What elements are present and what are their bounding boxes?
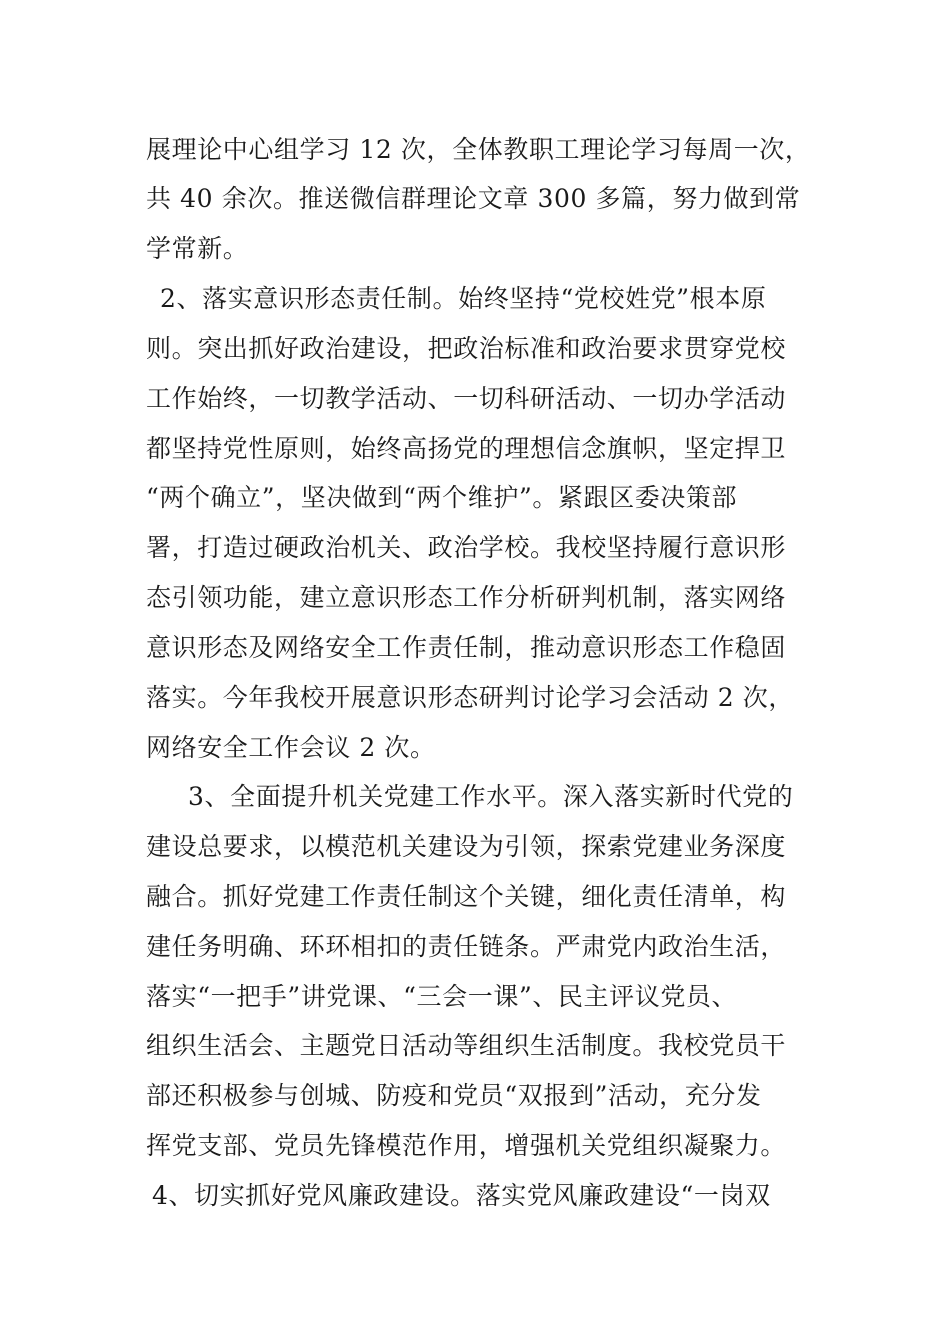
text-line: 工作始终，一切教学活动、一切科研活动、一切办学活动 <box>146 384 787 413</box>
text-line: 展理论中心组学习 12 次，全体教职工理论学习每周一次， <box>146 135 811 164</box>
text-line: 建任务明确、环环相扣的责任链条。严肃党内政治生活， <box>146 932 787 961</box>
paragraph-4-first-line: 4、切实抓好党风廉政建设。落实党风廉政建设“一岗双 <box>152 1181 771 1210</box>
text-line: 则。突出抓好政治建设，把政治标准和政治要求贯穿党校 <box>146 334 787 363</box>
text-line: 建设总要求，以模范机关建设为引领，探索党建业务深度 <box>146 832 787 861</box>
text-line: 融合。抓好党建工作责任制这个关键，细化责任清单，构 <box>146 882 787 911</box>
text-line: 署，打造过硬政治机关、政治学校。我校坚持履行意识形 <box>146 533 787 562</box>
text-line: 落实。今年我校开展意识形态研判讨论学习会活动 2 次， <box>146 683 795 712</box>
text-line: 挥党支部、党员先锋模范作用，增强机关党组织凝聚力。 <box>146 1131 787 1160</box>
text-line: 网络安全工作会议 2 次。 <box>146 733 436 762</box>
text-line: 共 40 余次。推送微信群理论文章 300 多篇，努力做到常 <box>146 184 801 213</box>
text-line: 落实“一把手”讲党课、“三会一课”、民主评议党员、 <box>146 982 738 1011</box>
text-line: 都坚持党性原则，始终高扬党的理想信念旗帜，坚定捍卫 <box>146 434 787 463</box>
text-line: 态引领功能，建立意识形态工作分析研判机制，落实网络 <box>146 583 787 612</box>
text-line: 组织生活会、主题党日活动等组织生活制度。我校党员干 <box>146 1031 787 1060</box>
text-line: “两个确立”，坚决做到“两个维护”。紧跟区委决策部 <box>146 483 738 512</box>
text-line: 意识形态及网络安全工作责任制，推动意识形态工作稳固 <box>146 633 787 662</box>
paragraph-2-first-line: 2、落实意识形态责任制。始终坚持“党校姓党”根本原 <box>160 284 767 313</box>
paragraph-3-first-line: 3、全面提升机关党建工作水平。深入落实新时代党的 <box>188 782 794 811</box>
text-line: 部还积极参与创城、防疫和党员“双报到”活动，充分发 <box>146 1081 762 1110</box>
text-line: 学常新。 <box>146 234 249 263</box>
